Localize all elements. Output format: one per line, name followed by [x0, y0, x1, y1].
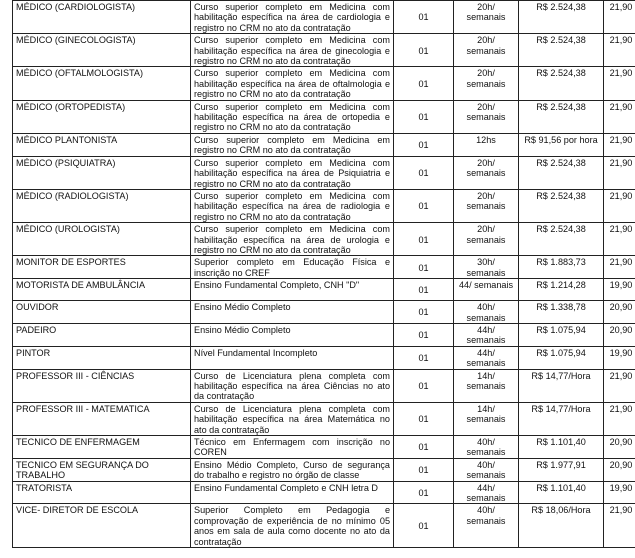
requisitos-cell: Curso superior completo em Medicina com habilitação específica na área de radiologia e registro no CRM no ato da contratação	[191, 189, 394, 222]
cargo-cell: MONITOR DE ESPORTES	[13, 256, 191, 279]
vencimento-cell: R$ 2.524,38	[519, 189, 604, 222]
cargo-cell: PROFESSOR III - MATEMATICA	[13, 402, 191, 435]
taxa-cell: 21,90	[604, 223, 635, 256]
requisitos-cell: Curso superior completo em Medicina com habilitação específica na área de ginecologia e registro no CRM no ato da contratação	[191, 34, 394, 67]
requisitos-cell: Curso de Licenciatura plena completa com habilitação específica na área Matemática no ato da contratação	[191, 402, 394, 435]
requisitos-cell: Técnico em Enfermagem com inscrição no COREN	[191, 436, 394, 459]
taxa-cell: 21,90	[604, 402, 635, 435]
table-row	[13, 436, 635, 459]
vagas-cell: 01	[394, 223, 454, 256]
vencimento-cell: R$ 91,56 por hora	[519, 133, 604, 156]
vagas-cell: 01	[394, 436, 454, 459]
cargo-cell: MÉDICO (CARDIOLOGISTA)	[13, 1, 191, 34]
taxa-cell: 20,90	[604, 301, 635, 324]
table-row	[13, 402, 635, 435]
table-row	[13, 223, 635, 256]
carga-horaria-cell: 30h/ semanais	[454, 256, 519, 279]
vagas-cell: 01	[394, 100, 454, 133]
vencimento-cell: R$ 1.101,40	[519, 481, 604, 504]
cargo-cell: MÉDICO (RADIOLOGISTA)	[13, 189, 191, 222]
carga-horaria-cell: 40h/ semanais	[454, 458, 519, 481]
vagas-cell: 01	[394, 133, 454, 156]
taxa-cell: 21,90	[604, 256, 635, 279]
cargo-cell: MÉDICO (PSIQUIATRA)	[13, 156, 191, 189]
vencimento-cell: R$ 1.977,91	[519, 458, 604, 481]
vencimento-cell: R$ 14,77/Hora	[519, 369, 604, 402]
vagas-cell: 01	[394, 189, 454, 222]
requisitos-cell: Nível Fundamental Incompleto	[191, 346, 394, 369]
table-row	[13, 189, 635, 222]
requisitos-cell: Superior Completo em Pedagogia e comprovação de experiência de no mínimo 05 anos em sala de aula como docente no ato da contratação	[191, 504, 394, 548]
taxa-cell: 20,90	[604, 323, 635, 346]
cargo-cell: MÉDICO (UROLOGISTA)	[13, 223, 191, 256]
taxa-cell: 21,90	[604, 100, 635, 133]
vencimento-cell: R$ 2.524,38	[519, 1, 604, 34]
carga-horaria-cell: 20h/ semanais	[454, 223, 519, 256]
vagas-cell: 01	[394, 156, 454, 189]
carga-horaria-cell: 40h/ semanais	[454, 301, 519, 324]
taxa-cell: 21,90	[604, 156, 635, 189]
cargos-table-body	[13, 1, 635, 548]
cargo-cell: MÉDICO PLANTONISTA	[13, 133, 191, 156]
table-row	[13, 156, 635, 189]
table-row	[13, 458, 635, 481]
requisitos-cell: Ensino Fundamental Completo e CNH letra D	[191, 481, 394, 504]
vagas-cell: 01	[394, 279, 454, 301]
vagas-cell: 01	[394, 504, 454, 548]
requisitos-cell: Curso superior completo em Medicina com habilitação específica na área de Psiquiatria e registro no CRM no ato da contratação	[191, 156, 394, 189]
taxa-cell: 19,90	[604, 279, 635, 301]
cargo-cell: PROFESSOR III - CIÊNCIAS	[13, 369, 191, 402]
cargo-cell: TECNICO DE ENFERMAGEM	[13, 436, 191, 459]
vencimento-cell: R$ 1.883,73	[519, 256, 604, 279]
carga-horaria-cell: 40h/ semanais	[454, 504, 519, 548]
carga-horaria-cell: 20h/ semanais	[454, 156, 519, 189]
cargo-cell: PADEIRO	[13, 323, 191, 346]
table-row	[13, 256, 635, 279]
vagas-cell: 01	[394, 481, 454, 504]
table-row	[13, 323, 635, 346]
requisitos-cell: Curso superior completo em Medicina em registro no CRM no ato da contratação	[191, 133, 394, 156]
table-row	[13, 481, 635, 504]
table-row	[13, 34, 635, 67]
requisitos-cell: Curso superior completo em Medicina com habilitação específica na área de oftalmologia e registro no CRM no ato da contratação	[191, 67, 394, 100]
carga-horaria-cell: 12hs	[454, 133, 519, 156]
vencimento-cell: R$ 2.524,38	[519, 156, 604, 189]
vencimento-cell: R$ 2.524,38	[519, 67, 604, 100]
taxa-cell: 21,90	[604, 1, 635, 34]
vagas-cell: 01	[394, 323, 454, 346]
carga-horaria-cell: 44h/ semanais	[454, 346, 519, 369]
vagas-cell: 01	[394, 346, 454, 369]
vagas-cell: 01	[394, 34, 454, 67]
cargos-table	[12, 0, 635, 548]
carga-horaria-cell: 44/ semanais	[454, 279, 519, 301]
vagas-cell: 01	[394, 1, 454, 34]
cargo-cell: VICE- DIRETOR DE ESCOLA	[13, 504, 191, 548]
vencimento-cell: R$ 2.524,38	[519, 34, 604, 67]
table-row	[13, 346, 635, 369]
taxa-cell: 21,90	[604, 369, 635, 402]
vencimento-cell: R$ 1.338,78	[519, 301, 604, 324]
carga-horaria-cell: 40h/ semanais	[454, 436, 519, 459]
carga-horaria-cell: 44h/ semanais	[454, 323, 519, 346]
vencimento-cell: R$ 1.101,40	[519, 436, 604, 459]
vencimento-cell: R$ 18,06/Hora	[519, 504, 604, 548]
cargo-cell: MOTORISTA DE AMBULÂNCIA	[13, 279, 191, 301]
carga-horaria-cell: 20h/ semanais	[454, 189, 519, 222]
vencimento-cell: R$ 1.075,94	[519, 346, 604, 369]
taxa-cell: 20,90	[604, 436, 635, 459]
cargo-cell: TRATORISTA	[13, 481, 191, 504]
table-row	[13, 369, 635, 402]
carga-horaria-cell: 14h/ semanais	[454, 369, 519, 402]
requisitos-cell: Curso de Licenciatura plena completa com habilitação específica na área Ciências no ato da contratação	[191, 369, 394, 402]
requisitos-cell: Ensino Médio Completo, Curso de segurança do trabalho e registro no órgão de classe	[191, 458, 394, 481]
vagas-cell: 01	[394, 67, 454, 100]
taxa-cell: 21,90	[604, 34, 635, 67]
vagas-cell: 01	[394, 369, 454, 402]
vencimento-cell: R$ 14,77/Hora	[519, 402, 604, 435]
table-row	[13, 504, 635, 548]
table-row	[13, 67, 635, 100]
taxa-cell: 21,90	[604, 189, 635, 222]
cargo-cell: TECNICO EM SEGURANÇA DO TRABALHO	[13, 458, 191, 481]
requisitos-cell: Curso superior completo em Medicina com habilitação específica na área de cardiologia e registro no CRM no ato da contratação	[191, 1, 394, 34]
vencimento-cell: R$ 1.075,94	[519, 323, 604, 346]
cargo-cell: PINTOR	[13, 346, 191, 369]
table-row	[13, 133, 635, 156]
carga-horaria-cell: 20h/ semanais	[454, 1, 519, 34]
cargo-cell: OUVIDOR	[13, 301, 191, 324]
taxa-cell: 21,90	[604, 133, 635, 156]
table-row	[13, 301, 635, 324]
cargo-cell: MÉDICO (GINECOLOGISTA)	[13, 34, 191, 67]
vencimento-cell: R$ 2.524,38	[519, 100, 604, 133]
requisitos-cell: Superior completo em Educação Física e inscrição no CREF	[191, 256, 394, 279]
taxa-cell: 19,90	[604, 346, 635, 369]
cargo-cell: MÉDICO (ORTOPEDISTA)	[13, 100, 191, 133]
requisitos-cell: Ensino Médio Completo	[191, 301, 394, 324]
taxa-cell: 20,90	[604, 458, 635, 481]
carga-horaria-cell: 20h/ semanais	[454, 100, 519, 133]
taxa-cell: 19,90	[604, 481, 635, 504]
vagas-cell: 01	[394, 402, 454, 435]
requisitos-cell: Curso superior completo em Medicina com habilitação específica na área de ortopedia e registro no CRM no ato da contratação	[191, 100, 394, 133]
carga-horaria-cell: 14h/ semanais	[454, 402, 519, 435]
taxa-cell: 21,90	[604, 504, 635, 548]
taxa-cell: 21,90	[604, 67, 635, 100]
requisitos-cell: Ensino Médio Completo	[191, 323, 394, 346]
carga-horaria-cell: 20h/ semanais	[454, 67, 519, 100]
requisitos-cell: Curso superior completo em Medicina com habilitação específica na área de urologia e registro no CRM no ato da contratação	[191, 223, 394, 256]
vagas-cell: 01	[394, 301, 454, 324]
vencimento-cell: R$ 2.524,38	[519, 223, 604, 256]
requisitos-cell: Ensino Fundamental Completo, CNH "D"	[191, 279, 394, 301]
vencimento-cell: R$ 1.214,28	[519, 279, 604, 301]
vagas-cell: 01	[394, 458, 454, 481]
vagas-cell: 01	[394, 256, 454, 279]
carga-horaria-cell: 44h/ semanais	[454, 481, 519, 504]
table-row	[13, 100, 635, 133]
carga-horaria-cell: 20h/ semanais	[454, 34, 519, 67]
table-row	[13, 1, 635, 34]
cargo-cell: MÉDICO (OFTALMOLOGISTA)	[13, 67, 191, 100]
table-row	[13, 279, 635, 301]
